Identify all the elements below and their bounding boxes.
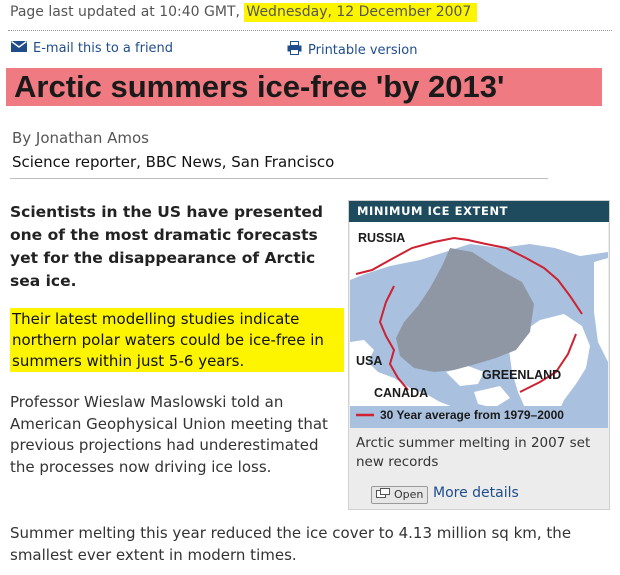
- arctic-map: [350, 222, 608, 428]
- print-link-label: Printable version: [308, 42, 418, 58]
- email-link[interactable]: [11, 41, 173, 56]
- printer-icon: [287, 41, 302, 59]
- label-usa: USA: [356, 354, 383, 368]
- last-updated: [10, 4, 477, 20]
- body-paragraph-3: Summer melting this year reduced the ice cover to 4.13 million sq km, the smallest ever extent in modern times.: [10, 524, 572, 564]
- byline-role: Science reporter, BBC News, San Francisco: [12, 153, 335, 171]
- label-russia: RUSSIA: [358, 231, 406, 245]
- byline-name: By Jonathan Amos: [12, 129, 149, 147]
- print-link[interactable]: [287, 41, 417, 59]
- label-greenland: GREENLAND: [482, 368, 562, 382]
- last-updated-prefix: Page last updated at 10:40 GMT,: [10, 4, 240, 20]
- headline: Arctic summers ice-free 'by 2013': [6, 68, 602, 106]
- dotted-divider: [8, 30, 612, 31]
- more-details-link[interactable]: More details: [433, 485, 519, 501]
- map-header: MINIMUM ICE EXTENT: [349, 201, 609, 222]
- last-updated-date: Wednesday, 12 December 2007: [244, 3, 477, 22]
- open-button[interactable]: [371, 486, 428, 504]
- open-window-icon: [376, 487, 390, 503]
- envelope-icon: [11, 41, 27, 56]
- byline-divider: [10, 178, 548, 179]
- email-link-label: E-mail this to a friend: [33, 41, 174, 56]
- label-canada: CANADA: [374, 386, 429, 400]
- legend-label: 30 Year average from 1979–2000: [380, 408, 564, 422]
- map-caption: Arctic summer melting in 2007 set new records: [356, 435, 591, 470]
- open-button-label: Open: [394, 488, 424, 501]
- intro-paragraph: Scientists in the US have presented one of the most dramatic forecasts yet for the disappearance of Arctic sea ice.: [10, 203, 323, 290]
- body-paragraph-2: Professor Wieslaw Maslowski told an American Geophysical Union meeting that previous projections had underestimated the processes now driving ice loss.: [10, 393, 328, 476]
- highlight-paragraph: Their latest modelling studies indicate northern polar waters could be ice-free in summers within just 5-6 years.: [12, 310, 324, 370]
